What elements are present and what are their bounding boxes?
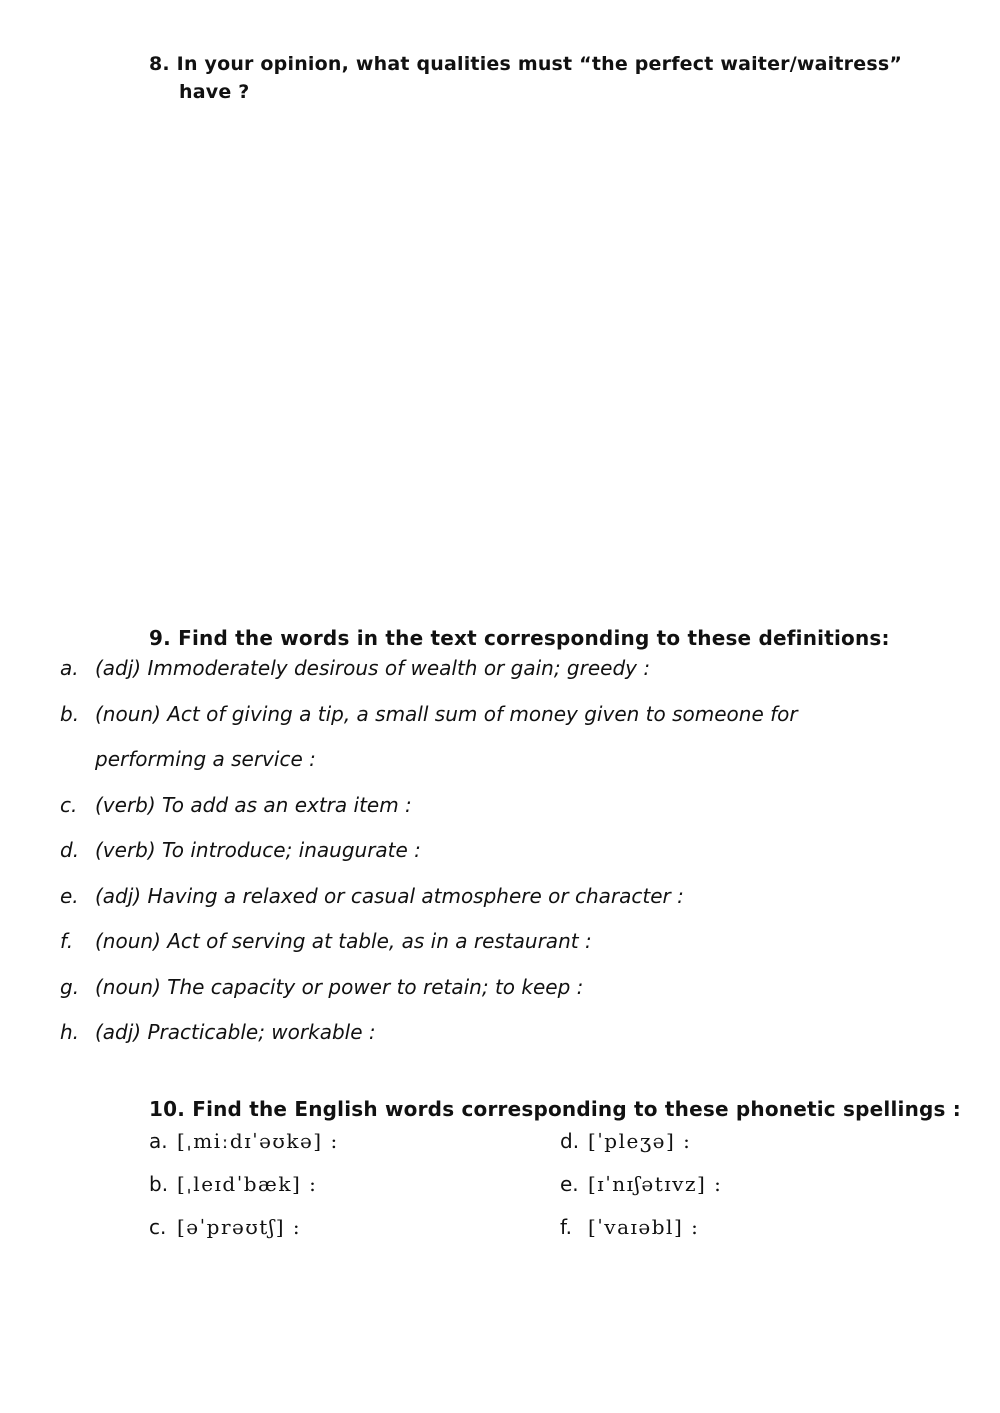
definition-text: (noun) Act of serving at table, as in a restaurant :: [95, 929, 592, 953]
definition-letter: b.: [60, 702, 80, 726]
definition-text: performing a service :: [95, 747, 316, 771]
question-9-heading: [149, 626, 890, 650]
phonetic-spelling: [ˌleɪdˈbæk] :: [177, 1172, 318, 1196]
question-8-number: 8.: [149, 53, 170, 75]
phonetic-letter: d.: [560, 1129, 580, 1153]
definition-letter: f.: [60, 929, 74, 953]
phonetic-spelling: [əˈprəʊtʃ] :: [177, 1215, 302, 1239]
phonetic-letter: b.: [149, 1172, 169, 1196]
question-9-title: Find the words in the text corresponding to these definitions:: [178, 626, 890, 650]
phonetic-item: [149, 1172, 317, 1196]
phonetic-item: [560, 1172, 722, 1196]
definition-letter: e.: [60, 884, 79, 908]
definition-text: (adj) Having a relaxed or casual atmosphere or character :: [95, 884, 684, 908]
phonetic-item: [149, 1129, 339, 1153]
question-9-number: 9.: [149, 626, 171, 650]
question-8: [149, 50, 902, 106]
phonetic-spelling: [ˌmiːdɪˈəʊkə] :: [177, 1129, 339, 1153]
definition-text: (noun) Act of giving a tip, a small sum of money given to someone for: [95, 702, 798, 726]
definition-letter: a.: [60, 656, 79, 680]
definition-text: (verb) To add as an extra item :: [95, 793, 412, 817]
definition-text: (noun) The capacity or power to retain; to keep :: [95, 975, 584, 999]
phonetic-letter: a.: [149, 1129, 168, 1153]
definition-text: (adj) Immoderately desirous of wealth or gain; greedy :: [95, 656, 651, 680]
definition-letter: d.: [60, 838, 80, 862]
question-10-number: 10.: [149, 1097, 186, 1121]
question-8-text-line1: In your opinion, what qualities must “the perfect waiter/waitress”: [176, 53, 903, 75]
phonetic-spelling: [ˈvaɪəbl] :: [588, 1215, 700, 1239]
phonetic-item: [560, 1215, 699, 1239]
definition-letter: c.: [60, 793, 78, 817]
definition-letter: h.: [60, 1020, 80, 1044]
phonetic-letter: c.: [149, 1215, 167, 1239]
phonetic-item: [560, 1129, 691, 1153]
phonetic-letter: f.: [560, 1215, 572, 1239]
definition-text: (adj) Practicable; workable :: [95, 1020, 376, 1044]
question-10-title: Find the English words corresponding to these phonetic spellings :: [192, 1097, 961, 1121]
question-8-text-line2: have ?: [179, 81, 250, 103]
question-10-heading: [149, 1097, 961, 1121]
definition-letter: g.: [60, 975, 80, 999]
phonetic-letter: e.: [560, 1172, 579, 1196]
phonetic-item: [149, 1215, 301, 1239]
definition-text: (verb) To introduce; inaugurate :: [95, 838, 421, 862]
phonetic-spelling: [ˈpleʒə] :: [588, 1129, 692, 1153]
phonetic-spelling: [ɪˈnɪʃətɪvz] :: [588, 1172, 723, 1196]
